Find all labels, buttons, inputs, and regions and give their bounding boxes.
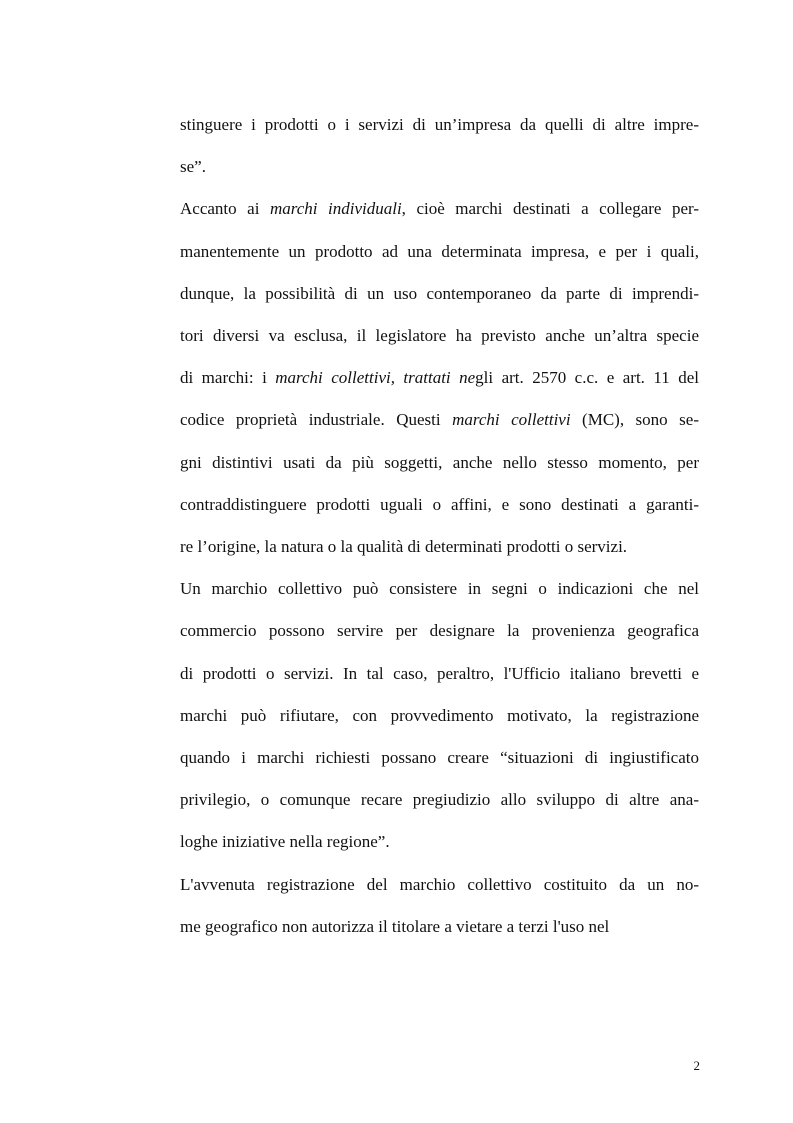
- text-line: [180, 536, 699, 558]
- text-span: commercio possono servire per designare la provenienza geografica: [180, 621, 699, 640]
- text-line: [180, 789, 699, 811]
- text-span: gli art. 2570 c.c. e art. 11 del: [475, 368, 699, 387]
- text-line: [180, 283, 699, 305]
- text-span: me geografico non autorizza il titolare a vietare a terzi l'uso nel: [180, 917, 610, 936]
- text-span: codice proprietà industriale. Questi: [180, 410, 453, 429]
- text-span: re l’origine, la natura o la qualità di determinati prodotti o servizi.: [180, 537, 628, 556]
- text-line: [180, 831, 699, 853]
- text-span: loghe iniziative nella regione”.: [180, 832, 390, 851]
- text-line: [180, 916, 699, 938]
- text-line: [180, 198, 699, 220]
- text-line: [180, 325, 699, 347]
- text-line: [180, 367, 699, 389]
- text-span: manentemente un prodotto ad una determinata impresa, e per i quali,: [180, 242, 699, 261]
- text-line: [180, 114, 699, 136]
- text-line: [180, 874, 699, 896]
- text-line: [180, 494, 699, 516]
- italic-text: marchi collettivi: [452, 410, 571, 429]
- text-line: [180, 409, 699, 431]
- text-line: [180, 747, 699, 769]
- text-span: contraddistinguere prodotti uguali o affini, e sono destinati a garanti-: [180, 495, 699, 514]
- text-line: [180, 452, 699, 474]
- text-span: gni distintivi usati da più soggetti, anche nello stesso momento, per: [180, 453, 699, 472]
- text-span: , cioè marchi destinati a collegare per-: [401, 199, 699, 218]
- text-span: Un marchio collettivo può consistere in segni o indicazioni che nel: [180, 579, 699, 598]
- text-span: di marchi: i: [180, 368, 276, 387]
- text-line: [180, 620, 699, 642]
- text-span: se”.: [180, 157, 206, 176]
- text-span: di prodotti o servizi. In tal caso, peraltro, l'Ufficio italiano brevetti e: [180, 664, 699, 683]
- text-span: marchi può rifiutare, con provvedimento motivato, la registrazione: [180, 706, 699, 725]
- text-span: stinguere i prodotti o i servizi di un’impresa da quelli di altre impre-: [180, 115, 699, 134]
- italic-text: marchi individuali: [269, 199, 402, 218]
- text-line: [180, 705, 699, 727]
- text-line: [180, 156, 699, 178]
- text-span: quando i marchi richiesti possano creare “situazioni di ingiustificato: [180, 748, 699, 767]
- text-span: tori diversi va esclusa, il legislatore ha previsto anche un’altra specie: [180, 326, 699, 345]
- italic-text: marchi collettivi, trattati ne: [275, 368, 476, 387]
- text-line: [180, 663, 699, 685]
- text-span: L'avvenuta registrazione del marchio collettivo costituito da un no-: [180, 875, 699, 894]
- text-line: [180, 578, 699, 600]
- text-span: dunque, la possibilità di un uso contemporaneo da parte di imprendi-: [180, 284, 699, 303]
- text-span: Accanto ai: [180, 199, 270, 218]
- text-span: (MC), sono se-: [570, 410, 699, 429]
- text-line: [180, 241, 699, 263]
- page-number: 2: [693, 1058, 700, 1073]
- text-span: privilegio, o comunque recare pregiudizio allo sviluppo di altre ana-: [180, 790, 699, 809]
